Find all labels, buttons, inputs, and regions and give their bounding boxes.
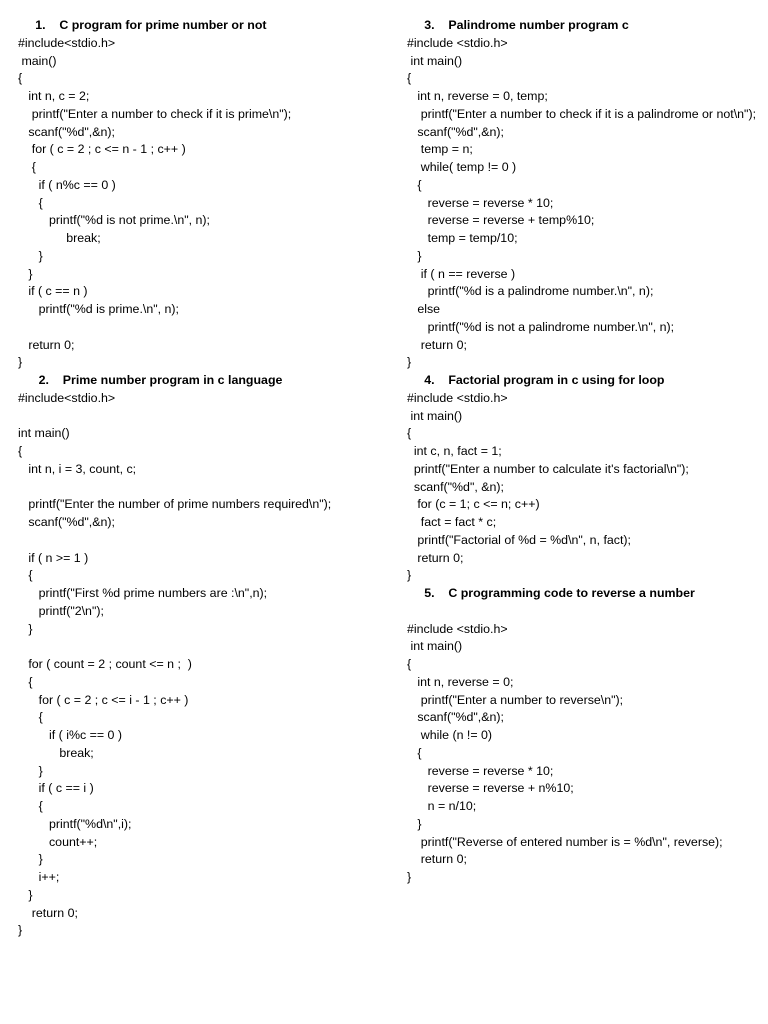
code-line: while( temp != 0 ) bbox=[407, 160, 517, 174]
code-line: } bbox=[18, 923, 23, 938]
code-line: temp = n; bbox=[407, 142, 473, 157]
code-line: } bbox=[407, 568, 412, 583]
code-line: { bbox=[18, 444, 23, 458]
code-line: int main() bbox=[407, 53, 463, 68]
left-column bbox=[18, 17, 388, 940]
code-line: printf("Enter a number to check if it is prime\n"); bbox=[18, 106, 292, 121]
program-block bbox=[407, 585, 759, 887]
code-line: int n, reverse = 0, temp; bbox=[407, 89, 548, 103]
code-line: break; bbox=[18, 745, 94, 760]
program-heading: 5. C programming code to reverse a number bbox=[407, 586, 695, 600]
code-line: } bbox=[407, 870, 412, 884]
code-line bbox=[18, 319, 388, 337]
program-block bbox=[18, 372, 388, 940]
code-line: } bbox=[18, 355, 23, 370]
code-line: { bbox=[407, 177, 422, 192]
code-line: #include <stdio.h> bbox=[407, 621, 508, 636]
code-line: { bbox=[407, 657, 412, 671]
code-line: #include <stdio.h> bbox=[407, 35, 508, 50]
code-line: scanf("%d",&n); bbox=[407, 710, 504, 725]
code-line bbox=[407, 603, 759, 621]
code-line: if ( n >= 1 ) bbox=[18, 550, 89, 565]
code-line: { bbox=[18, 674, 33, 689]
code-line: if ( c == i ) bbox=[18, 781, 94, 796]
code-line: return 0; bbox=[407, 550, 464, 565]
code-line: int n, reverse = 0; bbox=[407, 674, 514, 689]
code-line: fact = fact * c; bbox=[407, 515, 497, 529]
code-line: n = n/10; bbox=[407, 799, 477, 813]
code-line: return 0; bbox=[407, 337, 467, 352]
code-line: temp = temp/10; bbox=[407, 231, 518, 245]
code-line: { bbox=[407, 426, 412, 441]
code-line: return 0; bbox=[407, 852, 467, 867]
code-line: scanf("%d",&n); bbox=[407, 124, 504, 139]
code-line: } bbox=[18, 621, 33, 636]
code-line: if ( i%c == 0 ) bbox=[18, 728, 122, 742]
code-line: reverse = reverse + temp%10; bbox=[407, 213, 595, 228]
code-line: { bbox=[18, 799, 43, 813]
code-line: { bbox=[18, 71, 23, 86]
code-line: #include <stdio.h> bbox=[407, 390, 508, 405]
program-block bbox=[407, 372, 759, 585]
right-column bbox=[407, 17, 759, 887]
code-line: { bbox=[407, 71, 412, 86]
code-line: if ( n%c == 0 ) bbox=[18, 177, 116, 192]
code-line bbox=[18, 532, 388, 550]
code-line: } bbox=[407, 248, 422, 263]
code-line bbox=[18, 479, 388, 497]
code-line: scanf("%d",&n); bbox=[18, 515, 115, 529]
code-line: main() bbox=[18, 53, 57, 68]
code-line: printf("Enter a number to calculate it's factorial\n"); bbox=[407, 461, 689, 476]
program-heading: 3. Palindrome number program c bbox=[407, 18, 629, 32]
code-line bbox=[18, 408, 388, 426]
code-line: printf("%d is not prime.\n", n); bbox=[18, 213, 210, 228]
program-heading: 4. Factorial program in c using for loop bbox=[407, 373, 665, 387]
code-line: scanf("%d", &n); bbox=[407, 479, 504, 494]
code-line: int c, n, fact = 1; bbox=[407, 444, 502, 458]
code-line: int n, c = 2; bbox=[18, 89, 90, 103]
code-line: int main() bbox=[18, 426, 70, 441]
code-line: } bbox=[18, 763, 43, 778]
code-line: if ( n == reverse ) bbox=[407, 266, 516, 281]
code-line: int n, i = 3, count, c; bbox=[18, 461, 137, 476]
code-line: reverse = reverse * 10; bbox=[407, 195, 554, 210]
code-line: } bbox=[18, 248, 43, 263]
code-line: i++; bbox=[18, 870, 60, 884]
code-line: { bbox=[18, 710, 43, 725]
code-line: while (n != 0) bbox=[407, 728, 493, 742]
program-heading: 1. C program for prime number or not bbox=[18, 18, 267, 32]
code-line: } bbox=[407, 355, 412, 370]
code-line: printf("Enter a number to reverse\n"); bbox=[407, 692, 624, 707]
code-line: printf("Enter a number to check if it is a palindrome or not\n"); bbox=[407, 106, 757, 121]
code-line: printf("Reverse of entered number is = %d\n", reverse); bbox=[407, 834, 723, 849]
code-line: if ( c == n ) bbox=[18, 284, 88, 299]
code-line: } bbox=[407, 816, 422, 831]
code-line: #include<stdio.h> bbox=[18, 35, 116, 50]
code-line: scanf("%d",&n); bbox=[18, 124, 115, 139]
code-line: for ( c = 2 ; c <= i - 1 ; c++ ) bbox=[18, 692, 189, 707]
code-line: } bbox=[18, 887, 33, 902]
code-line: count++; bbox=[18, 834, 98, 849]
code-line: printf("%d is not a palindrome number.\n", n); bbox=[407, 319, 675, 334]
code-line: int main() bbox=[407, 408, 463, 423]
code-line: { bbox=[18, 568, 33, 583]
code-line: printf("%d is prime.\n", n); bbox=[18, 302, 179, 316]
code-line: reverse = reverse + n%10; bbox=[407, 781, 574, 796]
code-line: reverse = reverse * 10; bbox=[407, 763, 554, 778]
code-line: return 0; bbox=[18, 337, 75, 352]
code-line: for ( count = 2 ; count <= n ; ) bbox=[18, 657, 192, 671]
program-heading: 2. Prime number program in c language bbox=[18, 373, 283, 387]
code-line: } bbox=[18, 852, 43, 867]
code-line: return 0; bbox=[18, 905, 78, 920]
code-line bbox=[18, 638, 388, 656]
code-line: printf("Enter the number of prime numbers required\n"); bbox=[18, 497, 332, 512]
code-line: printf("Factorial of %d = %d\n", n, fact); bbox=[407, 532, 632, 547]
code-line: for ( c = 2 ; c <= n - 1 ; c++ ) bbox=[18, 142, 186, 157]
code-line: break; bbox=[18, 231, 101, 245]
code-line: #include<stdio.h> bbox=[18, 390, 116, 405]
code-line: printf("First %d prime numbers are :\n",n); bbox=[18, 586, 268, 600]
code-line: printf("%d is a palindrome number.\n", n); bbox=[407, 284, 654, 299]
code-line: else bbox=[407, 302, 441, 316]
code-line: } bbox=[18, 266, 33, 281]
code-line: { bbox=[18, 160, 36, 174]
code-line: { bbox=[18, 195, 43, 210]
code-line: for (c = 1; c <= n; c++) bbox=[407, 497, 540, 512]
code-line: { bbox=[407, 745, 422, 760]
program-block bbox=[407, 17, 759, 372]
program-block bbox=[18, 17, 388, 372]
code-line: printf("2\n"); bbox=[18, 603, 104, 618]
code-line: int main() bbox=[407, 639, 463, 654]
code-line: printf("%d\n",i); bbox=[18, 816, 132, 831]
